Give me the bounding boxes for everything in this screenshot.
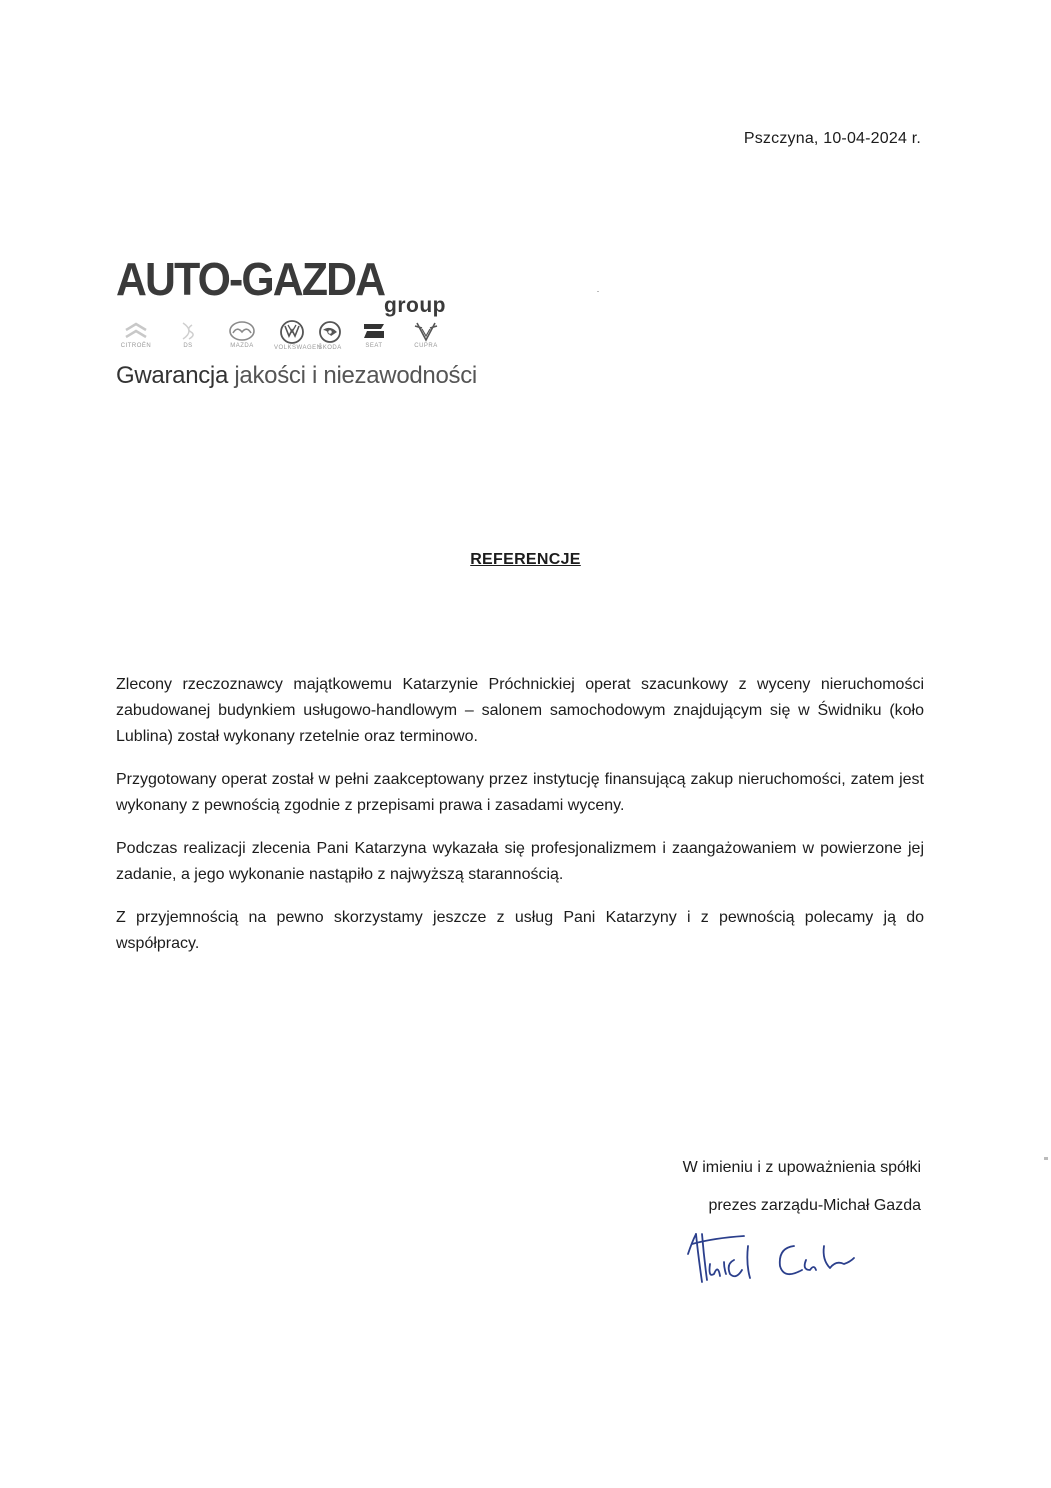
brand-name: DS xyxy=(183,343,193,349)
handwritten-signature xyxy=(684,1224,884,1299)
brand-citroen xyxy=(118,320,154,349)
document-heading: REFERENCJE xyxy=(470,551,581,568)
brand-ds xyxy=(170,320,206,349)
brand-name: ŠKODA xyxy=(318,345,342,351)
logo-group-label: group xyxy=(384,294,446,317)
volkswagen-logo-icon xyxy=(277,320,307,344)
brand-cupra xyxy=(408,320,444,349)
logo-tagline xyxy=(116,362,477,390)
tagline-part1: Gwarancja xyxy=(116,362,235,389)
brand-name: SEAT xyxy=(365,343,383,349)
brand-seat xyxy=(356,320,392,349)
company-logo xyxy=(116,253,477,389)
brand-name: CITROËN xyxy=(120,343,152,349)
ds-logo-icon xyxy=(173,320,203,342)
brand-name: MAZDA xyxy=(230,343,254,349)
brand-name: VOLKSWAGEN xyxy=(274,345,322,351)
logo-wordmark: AUTO-GAZDA xyxy=(116,253,385,305)
mazda-logo-icon xyxy=(227,320,257,342)
paragraph: Przygotowany operat został w pełni zaakceptowany przez instytucję finansującą zakup nieruchomości, zatem jest wykonany z pewnością zgodnie z przepisami prawa i zasadami wyceny. xyxy=(116,771,924,814)
citroen-logo-icon xyxy=(121,320,151,342)
paragraph: Podczas realizacji zlecenia Pani Katarzyna wykazała się profesjonalizmem i zaangażowaniem w powierzone jej zadanie, a jego wykonanie nastąpiło z najwyższą starannością. xyxy=(116,840,924,883)
cupra-logo-icon xyxy=(411,320,441,342)
document-date: Pszczyna, 10-04-2024 r. xyxy=(743,130,921,147)
tagline-part2: jakości i niezawodności xyxy=(234,362,477,389)
brand-skoda xyxy=(312,320,348,351)
letter-body xyxy=(116,672,924,974)
paragraph: Zlecony rzeczoznawcy majątkowemu Katarzynie Próchnickiej operat szacunkowy z wyceny nieruchomości zabudowanej budynkiem usługowo-handlowym – salonem samochodowym znajdującym się w Świdniku (koło Lublina) został wykonany rzetelnie oraz terminowo. xyxy=(116,676,924,745)
closing-line: W imieniu i z upoważnienia spółki xyxy=(682,1159,921,1176)
signatory-line: prezes zarządu-Michał Gazda xyxy=(708,1197,921,1214)
paragraph: Z przyjemnością na pewno skorzystamy jeszcze z usług Pani Katarzyny i z pewnością polecamy ją do współpracy. xyxy=(116,909,924,952)
seat-logo-icon xyxy=(359,320,389,342)
closing-block xyxy=(683,1159,921,1215)
signature-drawing xyxy=(684,1224,884,1294)
brand-mazda xyxy=(224,320,260,349)
brand-name: CUPRA xyxy=(414,343,438,349)
brand-logos-row xyxy=(116,320,466,356)
scan-speck xyxy=(597,291,599,292)
skoda-logo-icon xyxy=(315,320,345,344)
scan-speck xyxy=(1044,1157,1048,1160)
brand-volkswagen xyxy=(274,320,322,351)
